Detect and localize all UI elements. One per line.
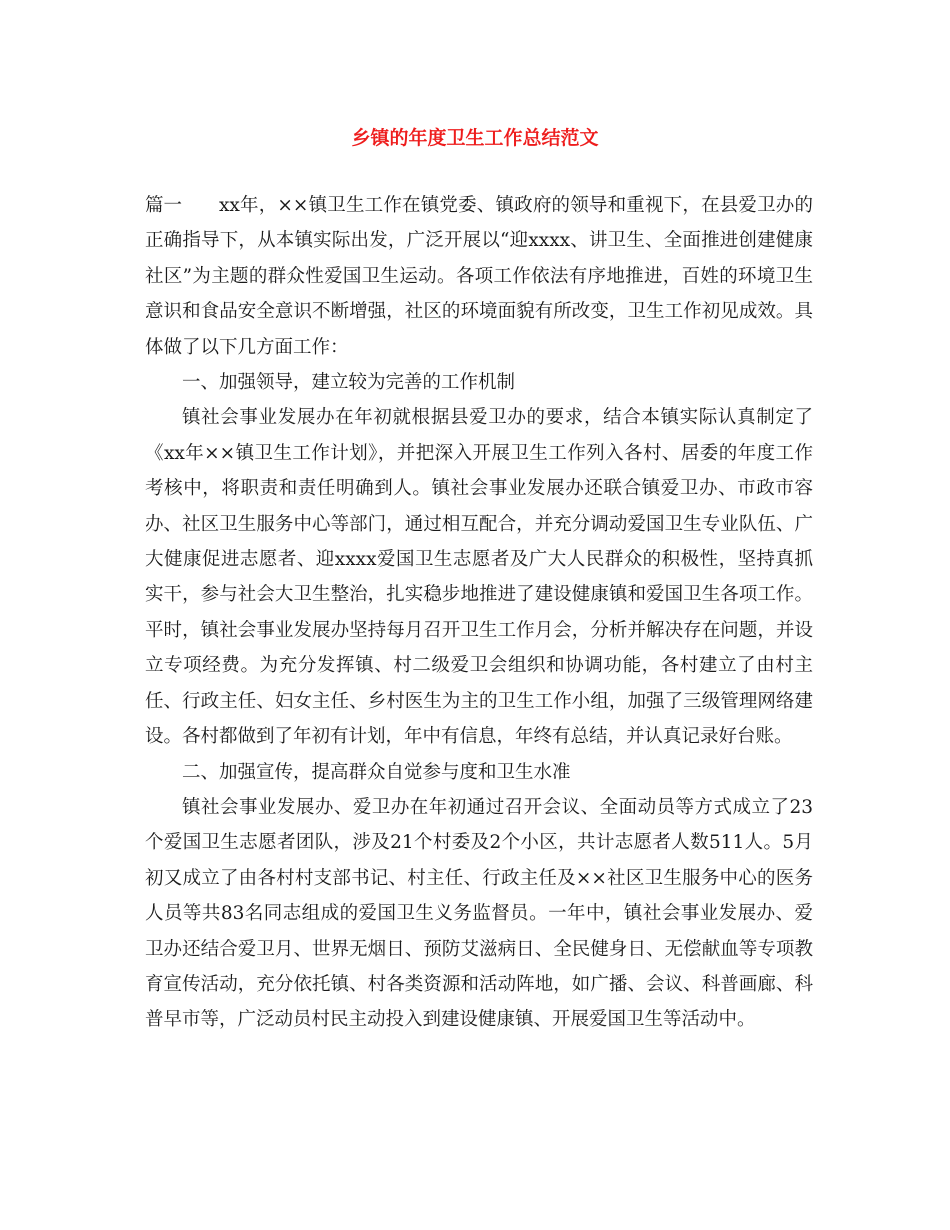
section2-paragraph: 镇社会事业发展办、爱卫办在年初通过召开会议、全面动员等方式成立了23个爱国卫生志愿者团队，涉及21个村委及2个小区，共计志愿者人数511人。5月初又成立了由各村村支部书记、村主任、行政主任及××社区卫生服务中心的医务人员等共83名同志组成的爱国卫生义务监督员。一年中，镇社会事业发展办、爱卫办还结合爱卫月、世界无烟日、预防艾滋病日、全民健身日、无偿献血等专项教育宣传活动，充分依托镇、村各类资源和活动阵地，如广播、会议、科普画廊、科普早市等，广泛动员村民主动投入到建设健康镇、开展爱国卫生等活动中。 [145, 796, 813, 1031]
section2-heading: 二、加强宣传，提高群众自觉参与度和卫生水准 [182, 761, 571, 783]
lead-paragraph [145, 188, 813, 365]
section1-heading: 一、加强领导，建立较为完善的工作机制 [182, 372, 516, 394]
lead-text: xx年，××镇卫生工作在镇党委、镇政府的领导和重视下，在县爱卫办的正确指导下，从本镇实际出发，广泛开展以“迎xxxx、讲卫生、全面推进创建健康社区”为主题的群众性爱国卫生运动。各项工作依法有序地推进，百姓的环境卫生意识和食品安全意识不断增强，社区的环境面貌有所改变，卫生工作初见成效。具体做了以下几方面工作： [145, 195, 813, 358]
document-title: 乡镇的年度卫生工作总结范文 [351, 127, 599, 149]
section1-paragraph: 镇社会事业发展办在年初就根据县爱卫办的要求，结合本镇实际认真制定了《xx年××镇卫生工作计划》，并把深入开展卫生工作列入各村、居委的年度工作考核中，将职责和责任明确到人。镇社会事业发展办还联合镇爱卫办、市政市容办、社区卫生服务中心等部门，通过相互配合，并充分调动爱国卫生专业队伍、广大健康促进志愿者、迎xxxx爱国卫生志愿者及广大人民群众的积极性，坚持真抓实干，参与社会大卫生整治，扎实稳步地推进了建设健康镇和爱国卫生各项工作。平时，镇社会事业发展办坚持每月召开卫生工作月会，分析并解决存在问题，并设立专项经费。为充分发挥镇、村二级爱卫会组织和协调功能，各村建立了由村主任、行政主任、妇女主任、乡村医生为主的卫生工作小组，加强了三级管理网络建设。各村都做到了年初有计划，年中有信息，年终有总结，并认真记录好台账。 [145, 407, 813, 748]
lead-label: 篇一 [145, 195, 183, 216]
document-body [145, 188, 813, 1038]
